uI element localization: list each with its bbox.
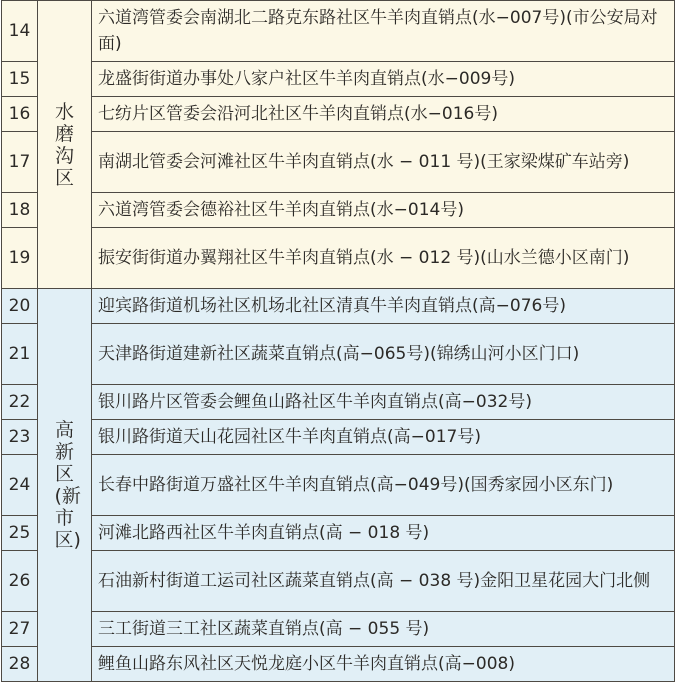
table-row [2,132,675,193]
table-row [2,97,675,132]
row-number: 21 [2,324,38,385]
row-number: 26 [2,551,38,612]
table-row [2,516,675,551]
row-number: 17 [2,132,38,193]
row-number: 27 [2,612,38,647]
district-name: 高新区(新市区) [54,419,81,551]
district-cell [38,1,92,289]
outlet-table [1,0,675,682]
table-row [2,289,675,324]
outlet-name: 振安街街道办翼翔社区牛羊肉直销点(水 − 012 号)(山水兰德小区南门) [92,228,675,289]
outlet-name: 六道湾管委会南湖北二路克东路社区牛羊肉直销点(水−007号)(市公安局对面) [92,1,675,62]
row-number: 18 [2,193,38,228]
outlet-name: 三工街道三工社区蔬菜直销点(高 − 055 号) [92,612,675,647]
table-row [2,385,675,420]
row-number: 16 [2,97,38,132]
outlet-name: 迎宾路街道机场社区机场北社区清真牛羊肉直销点(高−076号) [92,289,675,324]
row-number: 15 [2,62,38,97]
row-number: 14 [2,1,38,62]
outlet-name: 银川路片区管委会鲤鱼山路社区牛羊肉直销点(高−032号) [92,385,675,420]
row-number: 28 [2,647,38,682]
table-row [2,612,675,647]
table-row [2,455,675,516]
row-number: 23 [2,420,38,455]
outlet-name: 天津路街道建新社区蔬菜直销点(高−065号)(锦绣山河小区门口) [92,324,675,385]
table-row [2,62,675,97]
row-number: 24 [2,455,38,516]
outlet-name: 龙盛街街道办事处八家户社区牛羊肉直销点(水−009号) [92,62,675,97]
table-row [2,193,675,228]
table-row [2,1,675,62]
district-name: 水磨沟区 [54,100,74,189]
row-number: 22 [2,385,38,420]
outlet-name: 银川路街道天山花园社区牛羊肉直销点(高−017号) [92,420,675,455]
row-number: 25 [2,516,38,551]
table-row [2,551,675,612]
table-row [2,324,675,385]
table-row [2,228,675,289]
outlet-name: 六道湾管委会德裕社区牛羊肉直销点(水−014号) [92,193,675,228]
outlet-name: 南湖北管委会河滩社区牛羊肉直销点(水 − 011 号)(王家梁煤矿车站旁) [92,132,675,193]
district-cell [38,289,92,682]
outlet-name: 七纺片区管委会沿河北社区牛羊肉直销点(水−016号) [92,97,675,132]
outlet-name: 鲤鱼山路东风社区天悦龙庭小区牛羊肉直销点(高−008) [92,647,675,682]
table-row [2,420,675,455]
row-number: 19 [2,228,38,289]
outlet-name: 河滩北路西社区牛羊肉直销点(高 − 018 号) [92,516,675,551]
outlet-name: 长春中路街道万盛社区牛羊肉直销点(高−049号)(国秀家园小区东门) [92,455,675,516]
outlet-name: 石油新村街道工运司社区蔬菜直销点(高 − 038 号)金阳卫星花园大门北侧 [92,551,675,612]
row-number: 20 [2,289,38,324]
table-row [2,647,675,682]
